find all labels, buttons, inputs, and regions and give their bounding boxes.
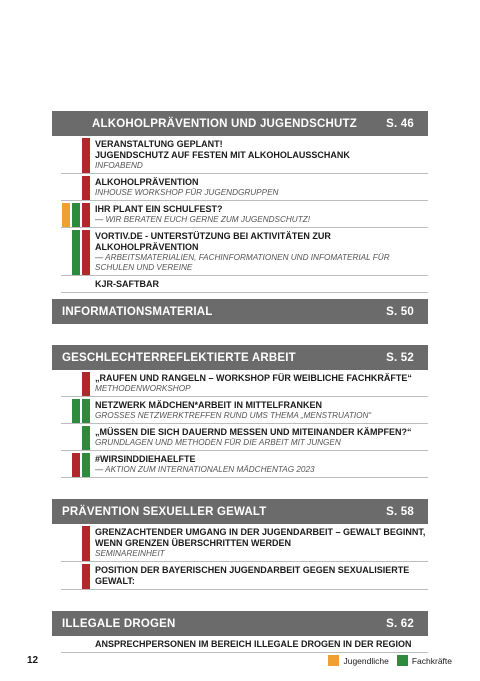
- legend-item-fachkraefte: [397, 655, 452, 666]
- audience-marker-red: [82, 372, 90, 396]
- audience-marker-red: [82, 564, 90, 589]
- audience-markers: [61, 203, 93, 227]
- entry-title: ANSPRECHPERSONEN IM BEREICH ILLEGALE DROGEN IN DER REGION: [95, 639, 412, 649]
- audience-marker-red: [82, 526, 90, 561]
- legend-item-jugendliche: [328, 655, 388, 666]
- toc-entry[interactable]: [61, 278, 428, 293]
- entry-title: VERANSTALTUNG GEPLANT! JUGENDSCHUTZ AUF FESTEN MIT ALKOHOLAUSSCHANK: [95, 139, 350, 160]
- audience-markers: [61, 638, 93, 652]
- audience-marker-red: [82, 176, 90, 200]
- audience-marker-fachkraefte: [82, 426, 90, 450]
- audience-markers: [61, 453, 93, 477]
- audience-markers: [61, 526, 93, 561]
- toc-entry[interactable]: [61, 372, 428, 397]
- entry-title: GRENZACHTENDER UMGANG IN DER JUGENDARBEIT – GEWALT BEGINNT, WENN GRENZEN ÜBERSCHRITTEN WERDEN: [95, 527, 426, 548]
- entry-subtitle: GROSSES NETZWERKTREFFEN RUND UMS THEMA „MENSTRUATION“: [95, 411, 372, 420]
- section-entries: [61, 138, 428, 293]
- section-header-informationsmaterial[interactable]: [52, 299, 428, 324]
- entry-subtitle: SEMINAREINHEIT: [95, 549, 165, 558]
- audience-markers: [61, 372, 93, 396]
- section-title: INFORMATIONSMATERIAL: [62, 305, 213, 318]
- toc-entry[interactable]: [61, 203, 428, 228]
- audience-marker-red: [82, 203, 90, 227]
- audience-markers: [61, 138, 93, 173]
- section-entries: [61, 638, 428, 653]
- entry-title: NETZWERK MÄDCHEN*ARBEIT IN MITTELFRANKEN: [95, 400, 322, 410]
- audience-marker-fachkraefte: [72, 203, 80, 227]
- toc-entry[interactable]: [61, 638, 428, 653]
- entry-subtitle: — ARBEITSMATERIALIEN, FACHINFORMATIONEN UND INFOMATERIAL FÜR SCHULEN UND VEREINE: [95, 253, 390, 272]
- entry-subtitle: — AKTION ZUM INTERNATIONALEN MÄDCHENTAG 2023: [95, 465, 315, 474]
- entry-title: KJR-SAFTBAR: [95, 279, 159, 289]
- entry-title: ALKOHOLPRÄVENTION: [95, 177, 199, 187]
- entry-title: VORTIV.DE - UNTERSTÜTZUNG BEI AKTIVITÄTEN ZUR ALKOHOLPRÄVENTION: [95, 231, 331, 252]
- toc-entry[interactable]: [61, 564, 428, 590]
- entry-subtitle: — WIR BERATEN EUCH GERNE ZUM JUGENDSCHUTZ!: [95, 215, 311, 224]
- entry-title: „MÜSSEN DIE SICH DAUERND MESSEN UND MITEINANDER KÄMPFEN?“: [95, 427, 412, 437]
- entry-title: POSITION DER BAYERISCHEN JUGENDARBEIT GEGEN SEXUALISIERTE GEWALT:: [95, 565, 410, 586]
- section-header-praevention-sexueller-gewalt[interactable]: [52, 499, 428, 524]
- section-entries: [61, 372, 428, 478]
- entry-title: IHR PLANT EIN SCHULFEST?: [95, 204, 223, 214]
- toc-entry[interactable]: [61, 426, 428, 451]
- entry-subtitle: INFOABEND: [95, 161, 143, 170]
- toc-entry[interactable]: [61, 138, 428, 174]
- audience-marker-fachkraefte: [82, 453, 90, 477]
- toc-entry[interactable]: [61, 230, 428, 276]
- toc-entry[interactable]: [61, 453, 428, 478]
- audience-marker-red: [82, 230, 90, 275]
- section-page: S. 58: [386, 505, 414, 518]
- audience-markers: [61, 426, 93, 450]
- audience-marker-jugendliche: [62, 203, 70, 227]
- audience-markers: [61, 278, 93, 292]
- audience-markers: [61, 230, 93, 275]
- audience-marker-red: [82, 138, 90, 173]
- section-title: ALKOHOLPRÄVENTION UND JUGENDSCHUTZ: [92, 117, 357, 130]
- audience-marker-fachkraefte: [72, 399, 80, 423]
- audience-markers: [61, 399, 93, 423]
- section-page: S. 62: [386, 617, 414, 630]
- page-number: 12: [27, 655, 39, 666]
- audience-markers: [61, 176, 93, 200]
- toc-entry[interactable]: [61, 399, 428, 424]
- entry-subtitle: INHOUSE WORKSHOP FÜR JUGENDGRUPPEN: [95, 188, 279, 197]
- section-header-illegale-drogen[interactable]: [52, 611, 428, 636]
- section-title: ILLEGALE DROGEN: [62, 617, 176, 630]
- legend-label-fachkraefte: Fachkräfte: [411, 655, 452, 666]
- audience-marker-fachkraefte: [82, 399, 90, 423]
- entry-subtitle: GRUNDLAGEN UND METHODEN FÜR DIE ARBEIT MIT JUNGEN: [95, 438, 341, 447]
- table-of-contents: [52, 111, 428, 653]
- entry-subtitle: METHODENWORKSHOP: [95, 384, 191, 393]
- audience-markers: [61, 564, 93, 589]
- section-title: PRÄVENTION SEXUELLER GEWALT: [62, 505, 267, 518]
- entry-title: „RAUFEN UND RANGELN – WORKSHOP FÜR WEIBLICHE FACHKRÄFTE“: [95, 373, 412, 383]
- legend-swatch-fachkraefte: [397, 655, 408, 666]
- section-page: S. 46: [386, 117, 414, 130]
- entry-title: #WIRSINDDIEHAELFTE: [95, 454, 196, 464]
- audience-legend: [328, 655, 452, 666]
- section-entries: [61, 526, 428, 590]
- toc-entry[interactable]: [61, 176, 428, 201]
- audience-marker-red: [72, 453, 80, 477]
- toc-entry[interactable]: [61, 526, 428, 562]
- section-title: GESCHLECHTERREFLEKTIERTE ARBEIT: [62, 351, 296, 364]
- section-page: S. 52: [386, 351, 414, 364]
- legend-swatch-jugendliche: [328, 655, 339, 666]
- audience-marker-fachkraefte: [72, 230, 80, 275]
- section-page: S. 50: [386, 305, 414, 318]
- section-header-alkoholpraevention[interactable]: [52, 111, 428, 136]
- section-header-geschlechterreflektierte-arbeit[interactable]: [52, 345, 428, 370]
- legend-label-jugendliche: Jugendliche: [343, 655, 389, 666]
